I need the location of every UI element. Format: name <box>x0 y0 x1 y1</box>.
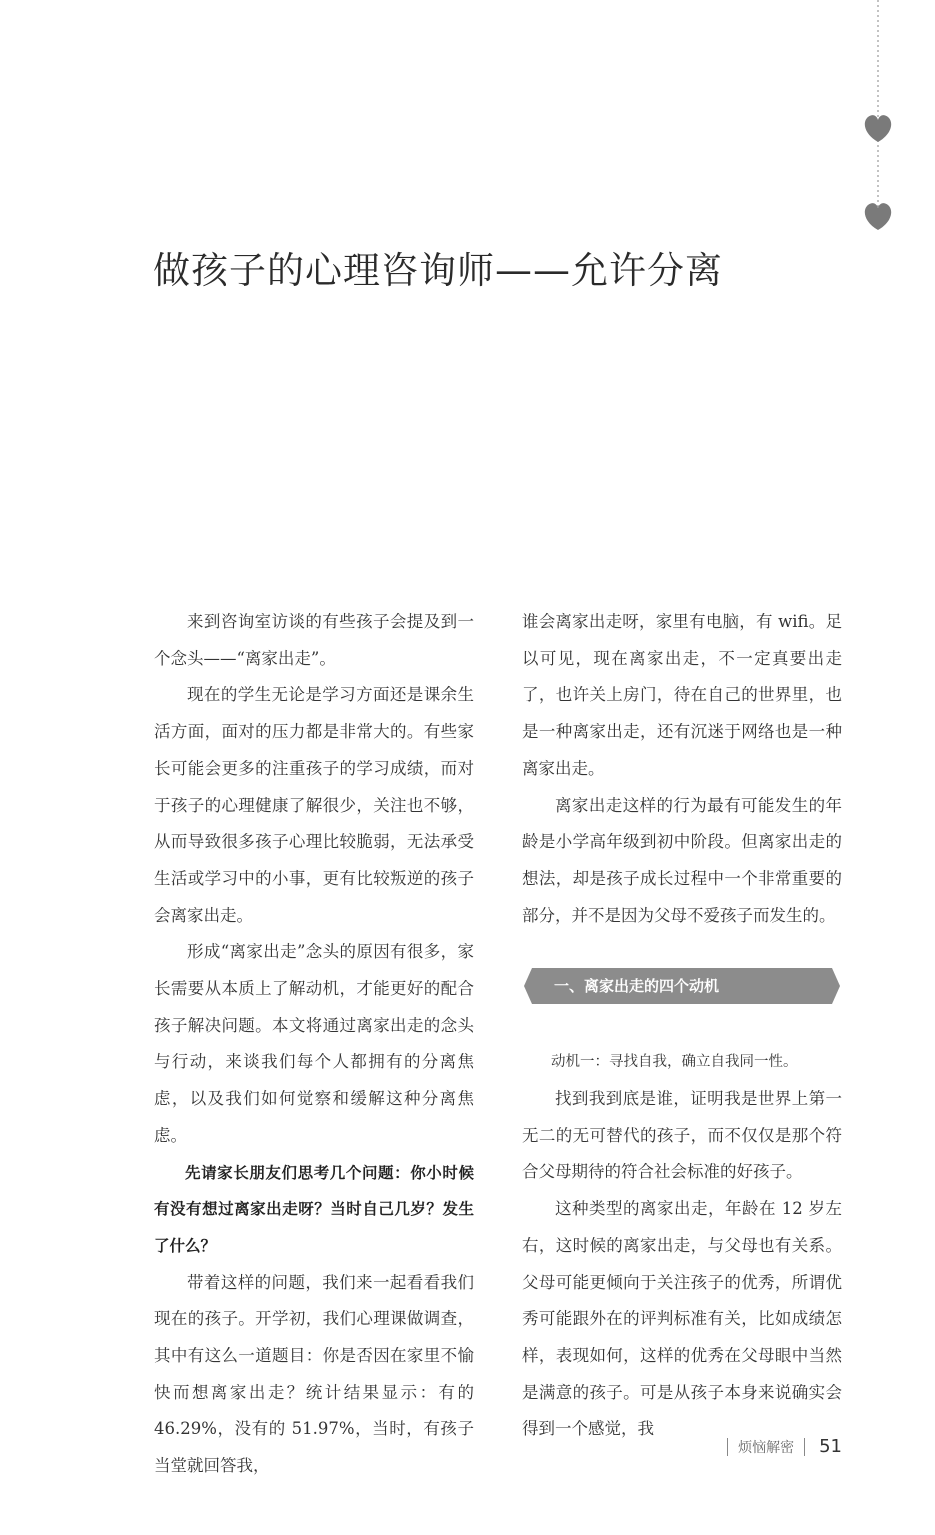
motive-heading: 动机一：寻找自我，确立自我同一性。 <box>551 1054 798 1071</box>
paragraph: 这种类型的离家出走，年龄在 12 岁左右，这时候的离家出走，与父母也有关系。父母可能更倾向于关注孩子的优秀，所谓优秀可能跟外在的评判标准有关，比如成绩怎样，表现如何，这样的优秀在父母眼中当然是满意的孩子。可是从孩子本身来说确实会得到一个感觉，我 <box>522 1199 842 1439</box>
footer-divider <box>804 1438 805 1456</box>
section-header-text: 一、离家出走的四个动机 <box>554 977 720 996</box>
right-column <box>522 604 842 1448</box>
section-header <box>522 968 842 1004</box>
heart-icon <box>865 115 891 142</box>
paragraph: 形成“离家出走”念头的原因有很多，家长需要从本质上了解动机，才能更好的配合孩子解决问题。本文将通过离家出走的念头与行动，来谈我们每个人都拥有的分离焦虑，以及我们如何觉察和缓解这种分离焦虑。 <box>154 942 474 1145</box>
decorative-hearts <box>858 0 898 240</box>
page-title: 做孩子的心理咨询师——允许分离 <box>153 249 723 292</box>
paragraph: 来到咨询室访谈的有些孩子会提及到一个念头——“离家出走”。 <box>154 612 474 668</box>
paragraph: 带着这样的问题，我们来一起看看我们现在的孩子。开学初，我们心理课做调查，其中有这么一道题目：你是否因在家里不愉快而想离家出走？统计结果显示：有的 46.29%，没有的 51.97%，当时，有孩子当堂就回答我， <box>154 1272 474 1476</box>
footer-divider <box>727 1438 728 1456</box>
question-paragraph: 先请家长朋友们思考几个问题：你小时候有没有想过离家出走呀？当时自己几岁？发生了什么？ <box>154 1163 474 1255</box>
left-column <box>154 604 474 1485</box>
paragraph: 找到我到底是谁，证明我是世界上第一无二的无可替代的孩子，而不仅仅是那个符合父母期待的符合社会标准的好孩子。 <box>522 1089 842 1182</box>
paragraph: 现在的学生无论是学习方面还是课余生活方面，面对的压力都是非常大的。有些家长可能会更多的注重孩子的学习成绩，而对于孩子的心理健康了解很少，关注也不够，从而导致很多孩子心理比较脆弱，无法承受生活或学习中的小事，更有比较叛逆的孩子会离家出走。 <box>154 685 474 925</box>
page-footer <box>717 1436 842 1457</box>
page-number: 51 <box>819 1436 842 1457</box>
paragraph: 谁会离家出走呀，家里有电脑，有 wifi。足以可见，现在离家出走，不一定真要出走了，也许关上房门，待在自己的世界里，也是一种离家出走，还有沉迷于网络也是一种离家出走。 <box>522 612 842 778</box>
footer-section-name: 烦恼解密 <box>738 1439 795 1456</box>
heart-icon <box>865 203 891 230</box>
paragraph: 离家出走这样的行为最有可能发生的年龄是小学高年级到初中阶段。但离家出走的想法，却是孩子成长过程中一个非常重要的部分，并不是因为父母不爱孩子而发生的。 <box>522 795 842 925</box>
